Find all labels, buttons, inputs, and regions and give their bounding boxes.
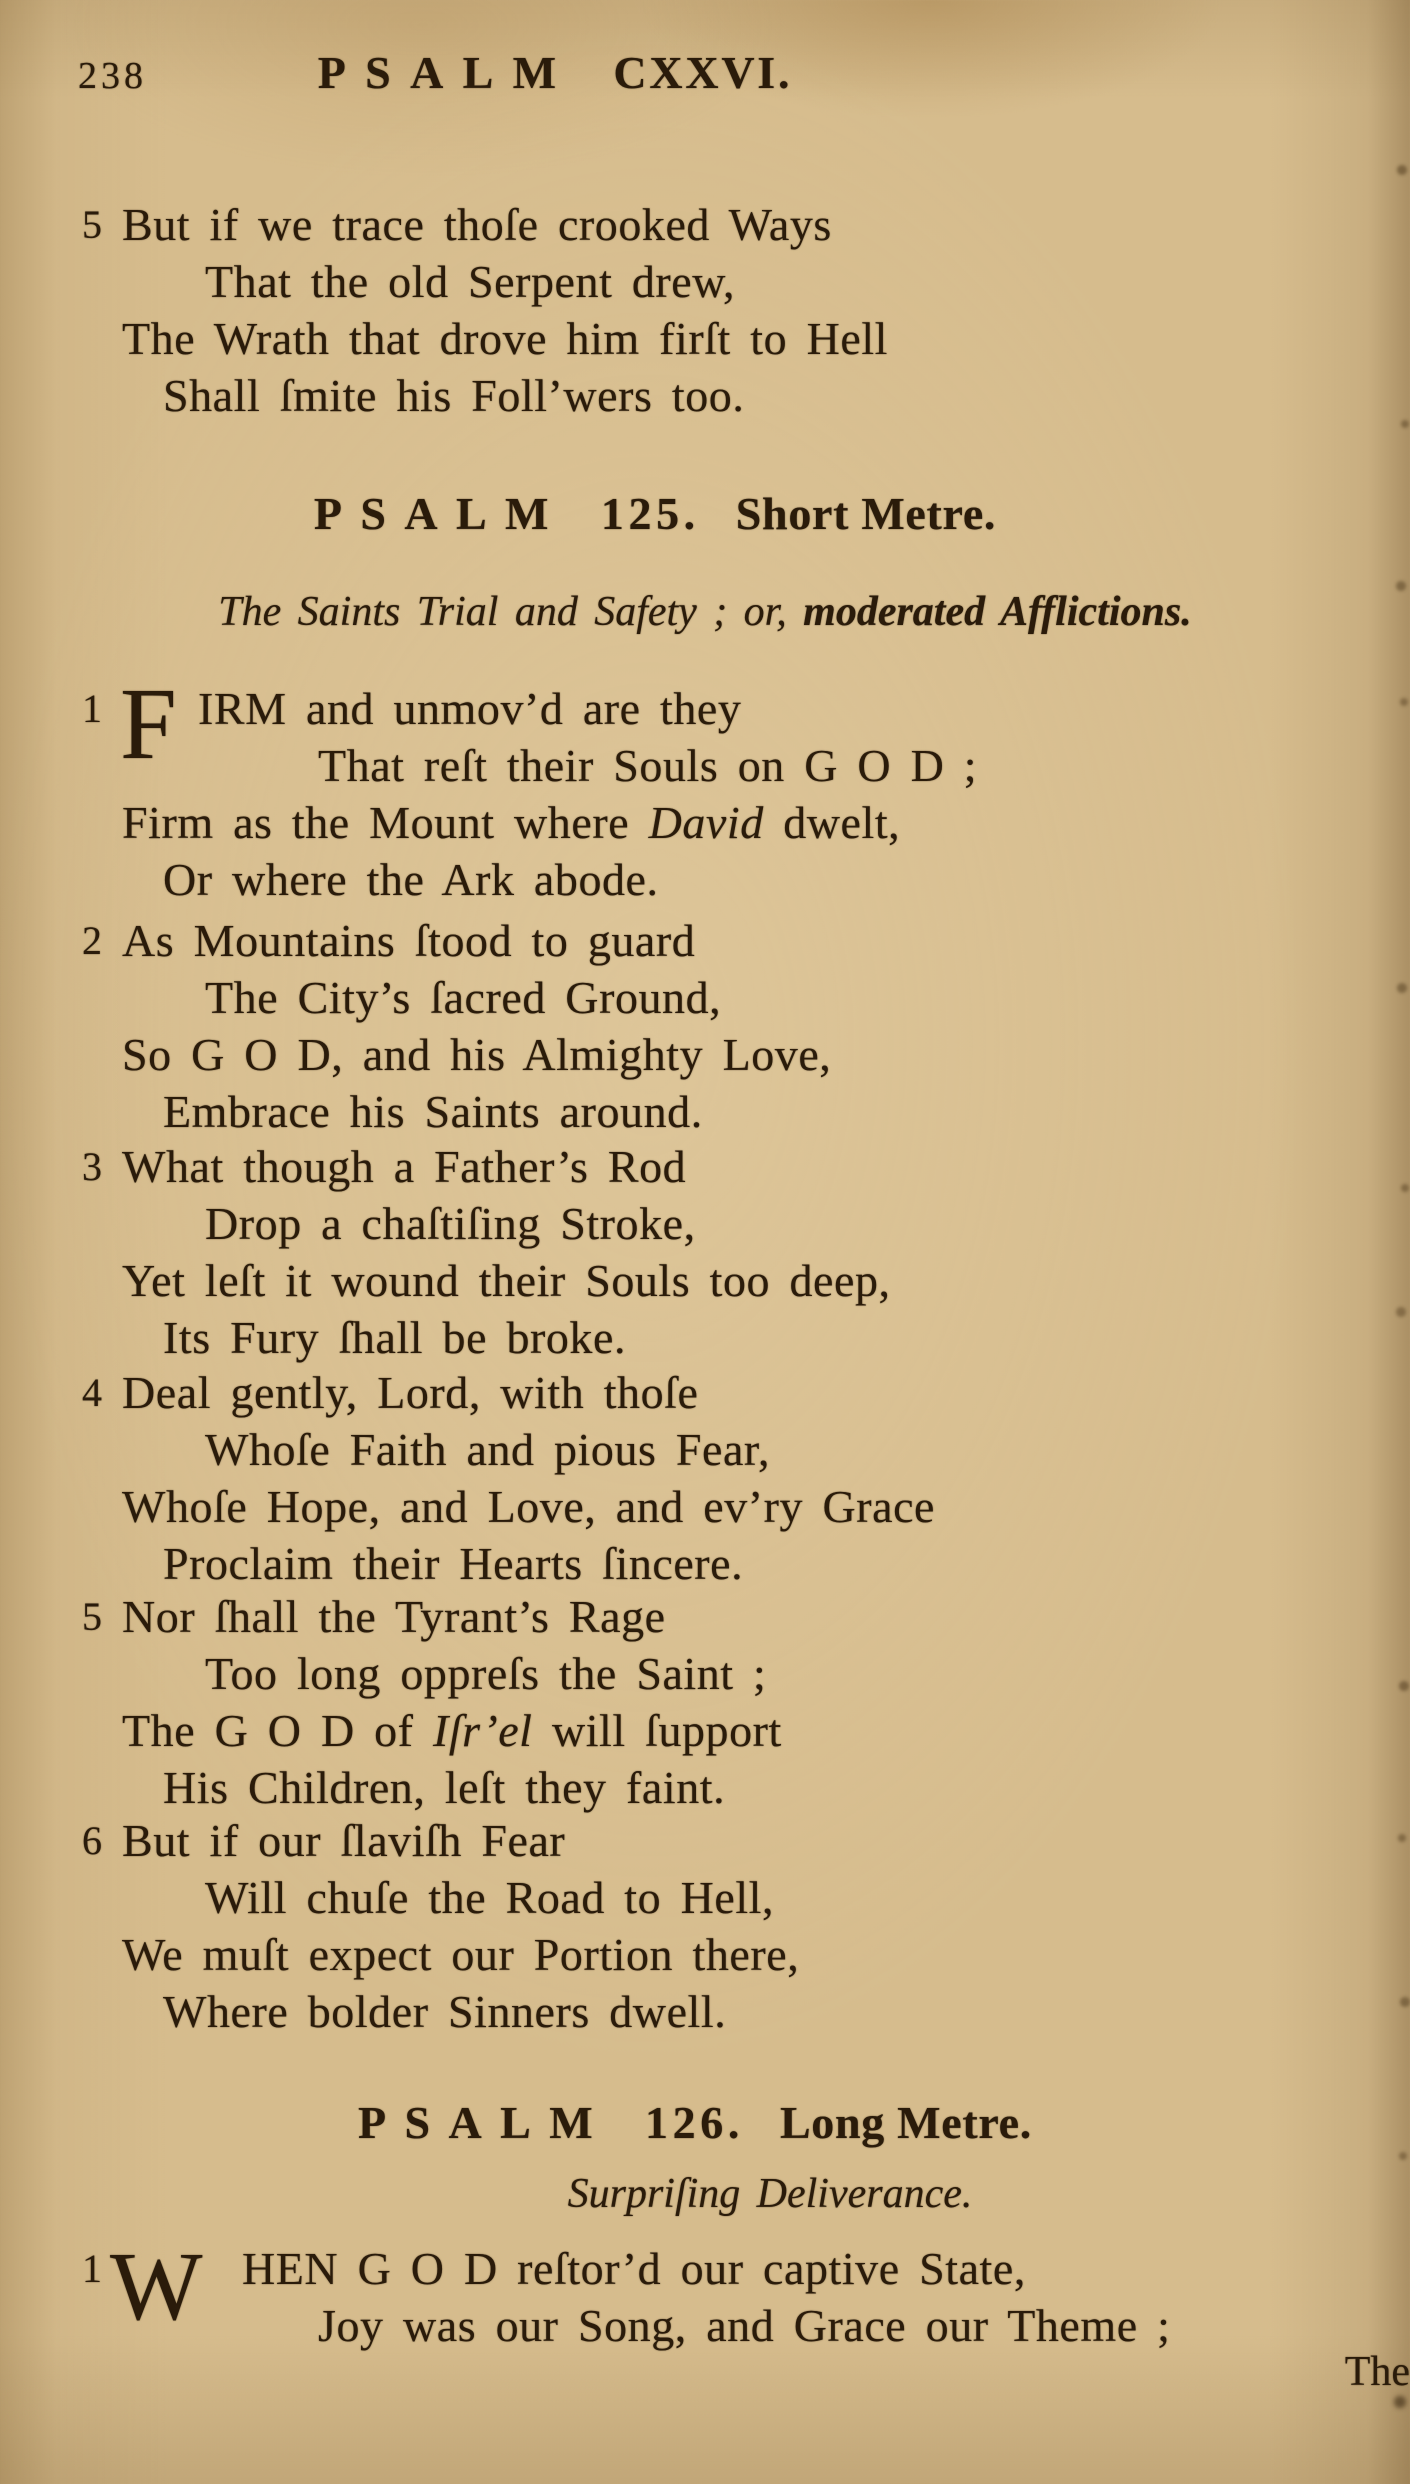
subtitle-segment: Surpriſing Deliverance. [567, 2171, 973, 2217]
page-edge-marks [0, 0, 4, 4]
page-number: 238 [78, 55, 147, 97]
stanza [0, 668, 1410, 908]
verse-line [163, 1983, 1410, 2040]
text-segment: That the old Serpent drew, [205, 256, 736, 307]
verse-line [205, 1869, 1410, 1926]
verse-line [205, 1645, 1410, 1702]
text-segment: But if we trace thoſe crooked Ways [122, 199, 832, 250]
text-segment: That reſt their Souls on G O D ; [318, 740, 978, 791]
text-segment: Where bolder Sinners dwell. [163, 1986, 727, 2037]
text-segment: So G O D, and his Almighty Love, [122, 1029, 832, 1080]
text-segment: Nor ſhall the Tyrant’s Rage [122, 1591, 666, 1642]
stanza [0, 196, 1410, 424]
text-segment: We muſt expect our Portion there, [122, 1929, 800, 1980]
text-segment: IRM and unmov’d are they [198, 683, 742, 734]
drop-cap: W [110, 2233, 204, 2341]
verse-line [122, 1926, 1410, 1983]
text-segment: Too long oppreſs the Saint ; [205, 1648, 767, 1699]
running-head-psalm-word: PSALM [317, 47, 576, 98]
text-segment: dwelt, [763, 797, 901, 848]
verse-number: 5 [82, 202, 103, 247]
text-segment: The City’s ſacred Ground, [205, 972, 722, 1023]
verse-number: 4 [82, 1370, 103, 1415]
verse-line [163, 1309, 1410, 1366]
verse-line [205, 1421, 1410, 1478]
text-segment: Firm as the Mount where [122, 797, 649, 848]
text-segment: Whoſe Hope, and Love, and ev’ry Grace [122, 1481, 936, 1532]
text-segment: Joy was our Song, and Grace our Theme ; [318, 2300, 1171, 2351]
verse-number: 6 [82, 1818, 103, 1863]
verse-line [163, 851, 1410, 908]
stanza [0, 1588, 1410, 1816]
drop-cap: F [120, 668, 178, 781]
verse-line [163, 367, 1410, 424]
stanza [0, 912, 1410, 1140]
verse-line [122, 1478, 1410, 1535]
text-segment: Drop a chaſtiſing Stroke, [205, 1198, 696, 1249]
subtitle-segment: The Saints Trial and Safety ; [218, 589, 728, 635]
psalm-heading-metre: Short Metre. [735, 488, 997, 539]
text-segment: Shall ſmite his Foll’wers too. [163, 370, 745, 421]
verse-line [122, 794, 1410, 851]
text-segment: Proclaim their Hearts ſincere. [163, 1538, 744, 1589]
verse-line [205, 253, 1410, 310]
verse-line [122, 1702, 1410, 1759]
text-segment: Deal gently, Lord, with thoſe [122, 1367, 699, 1418]
text-segment: Yet leſt it wound their Souls too deep, [122, 1255, 891, 1306]
verse-line [163, 1083, 1410, 1140]
running-head-numeral: CXXVI. [613, 47, 793, 98]
psalm-heading-word: PSALM [313, 488, 567, 539]
text-segment: Will chuſe the Road to Hell, [205, 1872, 775, 1923]
psalm-heading-word: PSALM [358, 2097, 612, 2148]
stanza [0, 1364, 1410, 1592]
text-segment: But if our ſlaviſh Fear [122, 1815, 566, 1866]
verse-line [122, 310, 1410, 367]
verse-line [163, 1535, 1410, 1592]
verse-line [122, 1252, 1410, 1309]
text-segment: As Mountains ſtood to guard [122, 915, 696, 966]
verse-line [82, 1812, 1410, 1869]
text-segment: Embrace his Saints around. [163, 1086, 703, 1137]
text-segment: His Children, leſt they faint. [163, 1762, 726, 1813]
text-segment: Whoſe Faith and pious Fear, [205, 1424, 771, 1475]
verse-line [82, 912, 1410, 969]
psalm-heading-number: 125. [600, 488, 700, 539]
psalm-heading [0, 487, 1360, 540]
text-segment: Or where the Ark abode. [163, 854, 659, 905]
stanza [0, 2233, 1410, 2354]
text-segment: David [648, 797, 764, 848]
subtitle-segment: or, [727, 589, 804, 635]
verse-number: 1 [82, 686, 103, 731]
verse-line [82, 196, 1410, 253]
verse-number: 5 [82, 1594, 103, 1639]
psalm-subtitle [65, 2170, 1410, 2218]
running-head [0, 46, 1260, 99]
verse-line [318, 737, 1410, 794]
psalm-subtitle [0, 588, 1410, 636]
text-segment: Its Fury ſhall be broke. [163, 1312, 626, 1363]
verse-number: 1 [82, 2246, 103, 2291]
verse-line [318, 2297, 1410, 2354]
text-segment: The Wrath that drove him firſt to Hell [122, 313, 888, 364]
psalm-heading-metre: Long Metre. [779, 2097, 1032, 2148]
psalm-heading-number: 126. [645, 2097, 744, 2148]
verse-line [163, 1759, 1410, 1816]
verse-line [82, 1364, 1410, 1421]
text-segment: What though a Father’s Rod [122, 1141, 687, 1192]
text-segment: The G O D of [122, 1705, 433, 1756]
stanza [0, 1138, 1410, 1366]
subtitle-segment: moderated Afflictions. [803, 589, 1192, 635]
verse-line [205, 969, 1410, 1026]
text-segment: will ſupport [532, 1705, 782, 1756]
verse-line [122, 1026, 1410, 1083]
psalm-heading [0, 2096, 1400, 2149]
text-segment: Iſr’el [432, 1705, 533, 1756]
catchword: The [1344, 2349, 1410, 2395]
verse-number: 3 [82, 1144, 103, 1189]
verse-line [205, 1195, 1410, 1252]
verse-line [82, 1588, 1410, 1645]
text-segment: HEN G O D reſtor’d our captive State, [242, 2243, 1026, 2294]
verse-line [82, 1138, 1410, 1195]
verse-number: 2 [82, 918, 103, 963]
stanza [0, 1812, 1410, 2040]
